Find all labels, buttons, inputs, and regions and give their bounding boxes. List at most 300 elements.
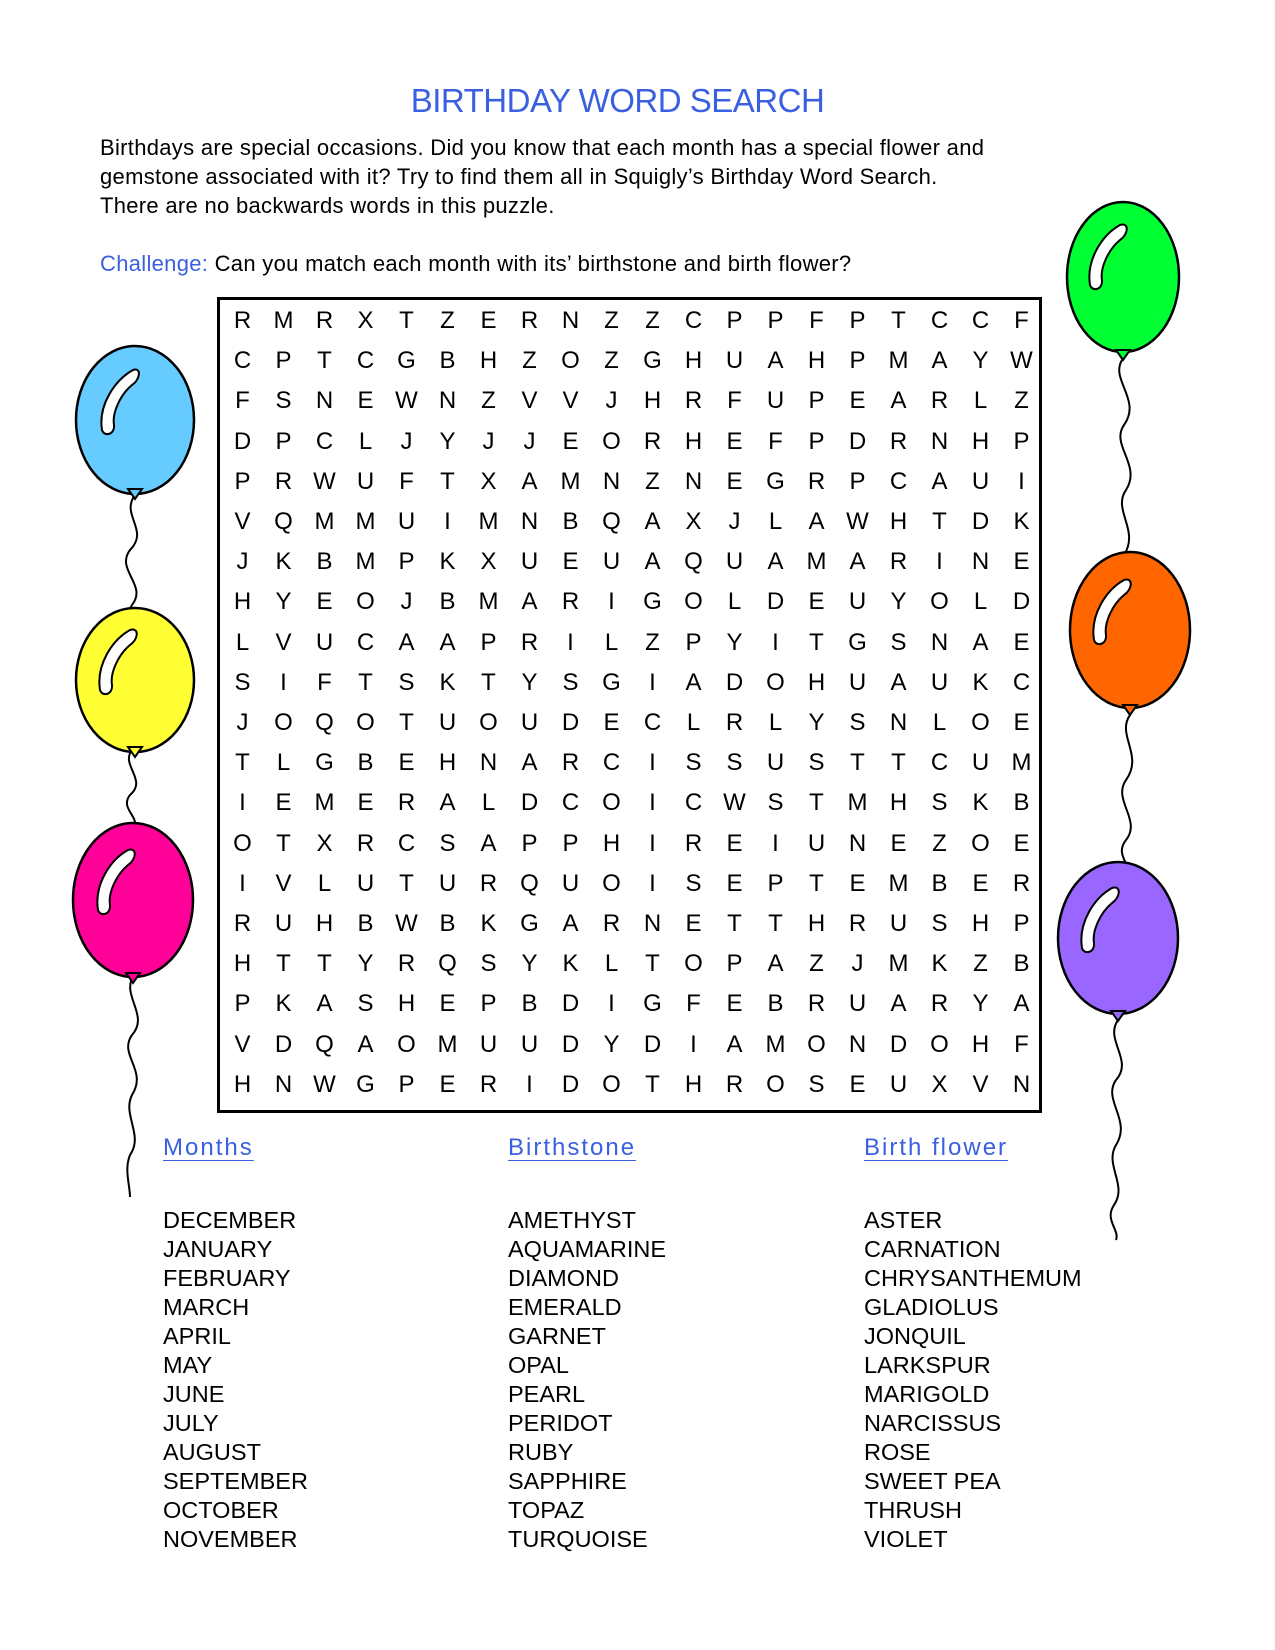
grid-letter: R: [479, 1070, 498, 1098]
grid-letter: M: [765, 1030, 786, 1058]
grid-letter: R: [397, 789, 416, 817]
list-item: MARCH: [163, 1294, 250, 1320]
grid-letter: R: [889, 427, 908, 455]
birthflower-heading: Birth flower: [864, 1134, 1009, 1161]
grid-letter: Z: [645, 307, 660, 334]
birthflower-word-list: [864, 1206, 1082, 1554]
birthflower-column: [864, 1134, 1082, 1554]
grid-letter: U: [971, 467, 990, 495]
grid-letter: I: [239, 869, 246, 897]
grid-letter: O: [807, 1030, 826, 1058]
grid-letter: A: [767, 347, 784, 375]
grid-letter: G: [356, 1070, 375, 1098]
grid-letter: R: [274, 467, 293, 495]
grid-letter: H: [233, 950, 252, 978]
grid-row: [222, 783, 1042, 823]
grid-row: [222, 301, 1042, 341]
grid-row: [222, 743, 1042, 783]
grid-letter: G: [643, 588, 662, 616]
grid-letter: T: [850, 749, 865, 777]
grid-letter: E: [808, 588, 825, 616]
grid-letter: S: [931, 910, 948, 937]
grid-letter: N: [274, 1070, 293, 1098]
grid-letter: E: [1013, 548, 1030, 576]
grid-letter: U: [930, 668, 949, 696]
grid-letter: A: [849, 548, 866, 576]
list-item: GLADIOLUS: [864, 1294, 999, 1320]
grid-letter: G: [315, 749, 334, 777]
grid-letter: M: [888, 869, 909, 897]
grid-row: [222, 944, 1042, 984]
balloon-string: [127, 975, 138, 1197]
grid-letter: H: [684, 347, 703, 375]
list-item: AUGUST: [163, 1439, 261, 1465]
grid-letter: C: [233, 347, 252, 375]
grid-letter: A: [767, 950, 784, 978]
grid-letter: Q: [274, 508, 293, 535]
grid-letter: L: [932, 709, 947, 736]
grid-letter: M: [314, 789, 335, 817]
grid-letter: W: [395, 387, 418, 415]
grid-letter: H: [971, 427, 990, 455]
grid-letter: N: [602, 467, 621, 495]
grid-letter: J: [851, 950, 864, 978]
grid-letter: E: [726, 467, 743, 495]
grid-letter: E: [439, 1070, 456, 1098]
grid-letter: H: [233, 1070, 252, 1098]
list-item: OPAL: [508, 1352, 569, 1378]
grid-letter: I: [649, 789, 656, 817]
grid-letter: O: [274, 709, 293, 736]
grid-letter: U: [889, 1070, 908, 1098]
grid-letter: I: [608, 588, 615, 616]
grid-letter: K: [1013, 508, 1030, 535]
grid-letter: E: [726, 869, 743, 897]
balloon-icon: [76, 346, 194, 499]
grid-letter: U: [766, 749, 785, 777]
grid-letter: X: [316, 829, 333, 857]
grid-letter: O: [233, 829, 252, 857]
grid-letter: H: [438, 749, 457, 777]
grid-letter: I: [444, 508, 451, 535]
grid-letter: M: [888, 950, 909, 978]
grid-letter: P: [685, 628, 702, 656]
balloon-icon: [1058, 862, 1178, 1021]
grid-letter: A: [972, 628, 989, 656]
grid-letter: O: [602, 789, 621, 817]
grid-row: [222, 502, 1042, 542]
grid-letter: N: [479, 749, 498, 777]
grid-letter: I: [649, 829, 656, 857]
list-item: AMETHYST: [508, 1207, 636, 1233]
grid-letter: Y: [890, 588, 907, 616]
grid-letter: C: [561, 789, 580, 817]
grid-letter: I: [239, 789, 246, 817]
grid-letter: C: [1012, 668, 1031, 696]
grid-letter: D: [971, 508, 990, 535]
grid-letter: D: [848, 427, 867, 455]
grid-letter: A: [931, 347, 948, 375]
grid-letter: R: [930, 990, 949, 1018]
grid-letter: L: [768, 508, 783, 535]
grid-letter: I: [690, 1030, 697, 1058]
grid-letter: G: [643, 347, 662, 375]
grid-letter: D: [889, 1030, 908, 1058]
grid-letter: F: [768, 427, 783, 455]
grid-letter: B: [357, 749, 374, 777]
grid-letter: V: [972, 1070, 989, 1098]
grid-letter: D: [520, 789, 539, 817]
challenge-line: [100, 251, 851, 277]
grid-letter: Z: [604, 347, 619, 375]
grid-letter: B: [562, 508, 579, 535]
grid-letter: Y: [521, 950, 538, 978]
grid-letter: S: [480, 950, 497, 978]
grid-letter: T: [235, 749, 250, 777]
balloon-icon: [76, 608, 194, 757]
grid-letter: T: [399, 307, 414, 334]
grid-letter: L: [604, 628, 619, 656]
grid-letter: M: [560, 467, 581, 495]
grid-letter: U: [520, 548, 539, 576]
grid-letter: K: [439, 548, 456, 576]
list-item: GARNET: [508, 1323, 606, 1349]
list-item: DIAMOND: [508, 1265, 619, 1291]
list-item: JANUARY: [163, 1236, 273, 1262]
grid-letter: X: [480, 548, 497, 576]
list-item: APRIL: [163, 1323, 231, 1349]
grid-letter: E: [1013, 709, 1030, 736]
list-item: RUBY: [508, 1439, 574, 1465]
grid-letter: Z: [440, 307, 455, 334]
grid-letter: O: [602, 869, 621, 897]
list-item: VIOLET: [864, 1526, 948, 1552]
grid-letter: B: [439, 347, 456, 375]
grid-letter: W: [313, 467, 336, 495]
grid-letter: V: [234, 508, 251, 535]
grid-letter: Q: [315, 709, 334, 736]
grid-letter: U: [561, 869, 580, 897]
grid-letter: W: [395, 910, 418, 937]
challenge-text: Can you match each month with its’ birthstone and birth flower?: [214, 251, 852, 276]
grid-letter: R: [356, 829, 375, 857]
grid-letter: F: [1014, 1030, 1029, 1058]
grid-letter: P: [849, 307, 866, 334]
grid-letter: L: [481, 789, 496, 817]
list-item: MAY: [163, 1352, 213, 1378]
grid-letter: C: [930, 307, 949, 334]
grid-letter: D: [766, 588, 785, 616]
grid-letter: R: [1012, 869, 1031, 897]
grid-letter: B: [1013, 789, 1030, 817]
grid-letter: O: [971, 829, 990, 857]
list-item: NOVEMBER: [163, 1526, 298, 1552]
grid-letter: A: [685, 668, 702, 696]
grid-letter: H: [397, 990, 416, 1018]
grid-letter: M: [1011, 749, 1032, 777]
grid-letter: L: [768, 709, 783, 736]
grid-letter: K: [480, 910, 497, 937]
grid-letter: R: [479, 869, 498, 897]
grid-letter: E: [439, 990, 456, 1018]
grid-letter: P: [398, 1070, 415, 1098]
grid-letter: P: [849, 467, 866, 495]
grid-letter: A: [808, 508, 825, 535]
grid-letter: L: [604, 950, 619, 978]
list-item: PEARL: [508, 1381, 586, 1407]
list-item: OCTOBER: [163, 1497, 279, 1523]
grid-letter: P: [808, 427, 825, 455]
list-item: SAPPHIRE: [508, 1468, 627, 1494]
grid-letter: E: [726, 990, 743, 1018]
grid-letter: C: [684, 307, 703, 334]
balloon-icon: [73, 823, 193, 983]
grid-letter: V: [275, 869, 292, 897]
word-search-grid: [217, 297, 1042, 1113]
list-item: ASTER: [864, 1207, 943, 1233]
grid-row: [222, 462, 1042, 502]
grid-row: [222, 381, 1042, 421]
grid-letter: B: [439, 910, 456, 937]
grid-letter: P: [767, 869, 784, 897]
grid-letter: N: [971, 548, 990, 576]
grid-letter: K: [562, 950, 579, 978]
grid-letter: P: [521, 829, 538, 857]
grid-letter: G: [520, 910, 539, 937]
grid-letter: J: [728, 508, 741, 535]
grid-letter: L: [727, 588, 742, 616]
intro-line: gemstone associated with it? Try to find them all in Squigly’s Birthday Word Search.: [100, 164, 938, 189]
grid-letter: R: [520, 307, 539, 334]
grid-letter: P: [480, 990, 497, 1018]
grid-letter: N: [684, 467, 703, 495]
list-item: JULY: [163, 1410, 219, 1436]
list-item: CARNATION: [864, 1236, 1001, 1262]
grid-letter: G: [766, 467, 785, 495]
grid-letter: C: [602, 749, 621, 777]
grid-letter: C: [356, 628, 375, 656]
grid-letter: X: [931, 1070, 948, 1098]
grid-letter: B: [1013, 950, 1030, 978]
balloon-string: [1122, 715, 1132, 880]
grid-letter: A: [562, 910, 579, 937]
grid-row: [222, 1065, 1042, 1105]
grid-letter: A: [726, 1030, 743, 1058]
grid-letter: N: [315, 387, 334, 415]
page-title: BIRTHDAY WORD SEARCH: [410, 82, 825, 119]
grid-letter: B: [316, 548, 333, 576]
grid-letter: I: [280, 668, 287, 696]
grid-letter: P: [726, 307, 743, 334]
grid-letter: I: [649, 869, 656, 897]
grid-letter: T: [932, 508, 947, 535]
grid-letter: W: [846, 508, 869, 535]
list-item: MARIGOLD: [864, 1381, 990, 1407]
grid-letter: R: [233, 307, 252, 334]
grid-letter: E: [849, 1070, 866, 1098]
grid-letter: O: [971, 709, 990, 736]
grid-letter: D: [561, 709, 580, 736]
grid-letter: X: [357, 307, 374, 334]
list-item: SWEET PEA: [864, 1468, 1001, 1494]
grid-letter: E: [726, 427, 743, 455]
grid-letter: M: [888, 347, 909, 375]
grid-letter: A: [439, 628, 456, 656]
grid-letter: D: [561, 1030, 580, 1058]
grid-letter: R: [602, 910, 621, 937]
grid-letter: A: [521, 588, 538, 616]
grid-letter: E: [685, 910, 702, 937]
grid-letter: C: [356, 347, 375, 375]
grid-letter: T: [317, 347, 332, 375]
grid-letter: A: [521, 467, 538, 495]
list-item: EMERALD: [508, 1294, 622, 1320]
grid-letter: P: [1013, 427, 1030, 455]
list-item: ROSE: [864, 1439, 931, 1465]
grid-letter: N: [930, 628, 949, 656]
grid-letter: E: [316, 588, 333, 616]
grid-letter: E: [562, 427, 579, 455]
grid-letter: P: [767, 307, 784, 334]
grid-letter: T: [358, 668, 373, 696]
grid-letter: R: [807, 990, 826, 1018]
grid-letter: A: [316, 990, 333, 1018]
grid-letter: L: [358, 427, 373, 455]
grid-letter: Z: [645, 467, 660, 495]
grid-letter: M: [273, 307, 294, 334]
grid-letter: Q: [520, 869, 539, 897]
grid-letter: E: [603, 709, 620, 736]
grid-letter: B: [357, 910, 374, 937]
challenge-label: Challenge:: [100, 251, 209, 276]
grid-letter: I: [526, 1070, 533, 1098]
grid-letter: H: [684, 427, 703, 455]
grid-row: [222, 582, 1042, 622]
intro-line: Birthdays are special occasions. Did you know that each month has a special flower and: [100, 135, 985, 160]
grid-letter: S: [890, 628, 907, 656]
grid-letter: U: [520, 709, 539, 736]
balloon-icon: [1070, 552, 1190, 715]
grid-letter: Z: [604, 307, 619, 334]
grid-letter: U: [315, 628, 334, 656]
grid-letter: H: [479, 347, 498, 375]
grid-letter: A: [890, 387, 907, 415]
grid-letter: Y: [521, 668, 538, 696]
grid-letter: H: [889, 508, 908, 535]
grid-letter: T: [276, 829, 291, 857]
grid-letter: U: [889, 910, 908, 937]
grid-letter: D: [274, 1030, 293, 1058]
grid-letter: C: [684, 789, 703, 817]
grid-letter: P: [234, 990, 251, 1018]
grid-letter: M: [355, 548, 376, 576]
grid-letter: D: [561, 1070, 580, 1098]
grid-letter: E: [480, 307, 497, 334]
grid-letter: A: [1013, 990, 1030, 1018]
grid-letter: N: [561, 307, 580, 334]
grid-letter: V: [275, 628, 292, 656]
grid-letter: P: [808, 387, 825, 415]
grid-letter: F: [399, 467, 414, 495]
grid-letter: D: [643, 1030, 662, 1058]
grid-letter: N: [930, 427, 949, 455]
grid-letter: K: [275, 548, 292, 576]
grid-letter: Y: [357, 950, 374, 978]
list-item: DECEMBER: [163, 1207, 297, 1233]
grid-letter: W: [313, 1070, 336, 1098]
grid-letter: F: [235, 387, 250, 415]
grid-letter: N: [1012, 1070, 1031, 1098]
grid-letter: P: [1013, 910, 1030, 937]
grid-letter: I: [649, 668, 656, 696]
grid-row: [222, 422, 1042, 462]
grid-letter: F: [1014, 307, 1029, 334]
grid-letter: E: [1013, 829, 1030, 857]
grid-letter: J: [482, 427, 495, 455]
grid-letter: T: [809, 869, 824, 897]
grid-letter: V: [521, 387, 538, 415]
grid-letter: S: [275, 387, 292, 415]
grid-letter: T: [440, 467, 455, 495]
grid-letter: M: [847, 789, 868, 817]
months-heading: Months: [163, 1134, 254, 1161]
grid-letter: T: [891, 307, 906, 334]
grid-letter: N: [889, 709, 908, 736]
grid-letter: S: [726, 749, 743, 777]
grid-letter: S: [931, 789, 948, 817]
grid-letter: R: [233, 910, 252, 937]
balloon-string: [127, 750, 136, 830]
grid-letter: Y: [439, 427, 456, 455]
grid-letter: A: [890, 990, 907, 1018]
grid-letter: N: [438, 387, 457, 415]
grid-letter: N: [520, 508, 539, 535]
grid-letter: M: [478, 508, 499, 535]
grid-letter: M: [437, 1030, 458, 1058]
grid-letter: I: [567, 628, 574, 656]
grid-letter: R: [848, 910, 867, 937]
grid-letter: Y: [808, 709, 825, 736]
right-balloon-string-group: [1050, 200, 1215, 1340]
grid-letter: R: [725, 709, 744, 736]
grid-letter: H: [889, 789, 908, 817]
grid-letter: Y: [726, 628, 743, 656]
grid-letter: B: [439, 588, 456, 616]
grid-letter: U: [971, 749, 990, 777]
grid-letter: Z: [645, 628, 660, 656]
grid-letter: K: [931, 950, 948, 978]
grid-letter: A: [521, 749, 538, 777]
birthstone-word-list: [508, 1206, 666, 1554]
grid-letter: Y: [972, 990, 989, 1018]
grid-letter: H: [233, 588, 252, 616]
grid-letter: M: [806, 548, 827, 576]
grid-letter: E: [972, 869, 989, 897]
grid-row: [222, 864, 1042, 904]
grid-letter: G: [848, 628, 867, 656]
grid-letter: Y: [275, 588, 292, 616]
grid-letter: P: [398, 548, 415, 576]
grid-letter: U: [807, 829, 826, 857]
balloon-icon: [1067, 202, 1179, 360]
grid-letter: E: [398, 749, 415, 777]
grid-row: [222, 984, 1042, 1024]
grid-letter: R: [561, 588, 580, 616]
grid-letter: T: [727, 910, 742, 937]
grid-letter: D: [1012, 588, 1031, 616]
grid-letter: S: [685, 869, 702, 897]
grid-letter: H: [971, 910, 990, 937]
